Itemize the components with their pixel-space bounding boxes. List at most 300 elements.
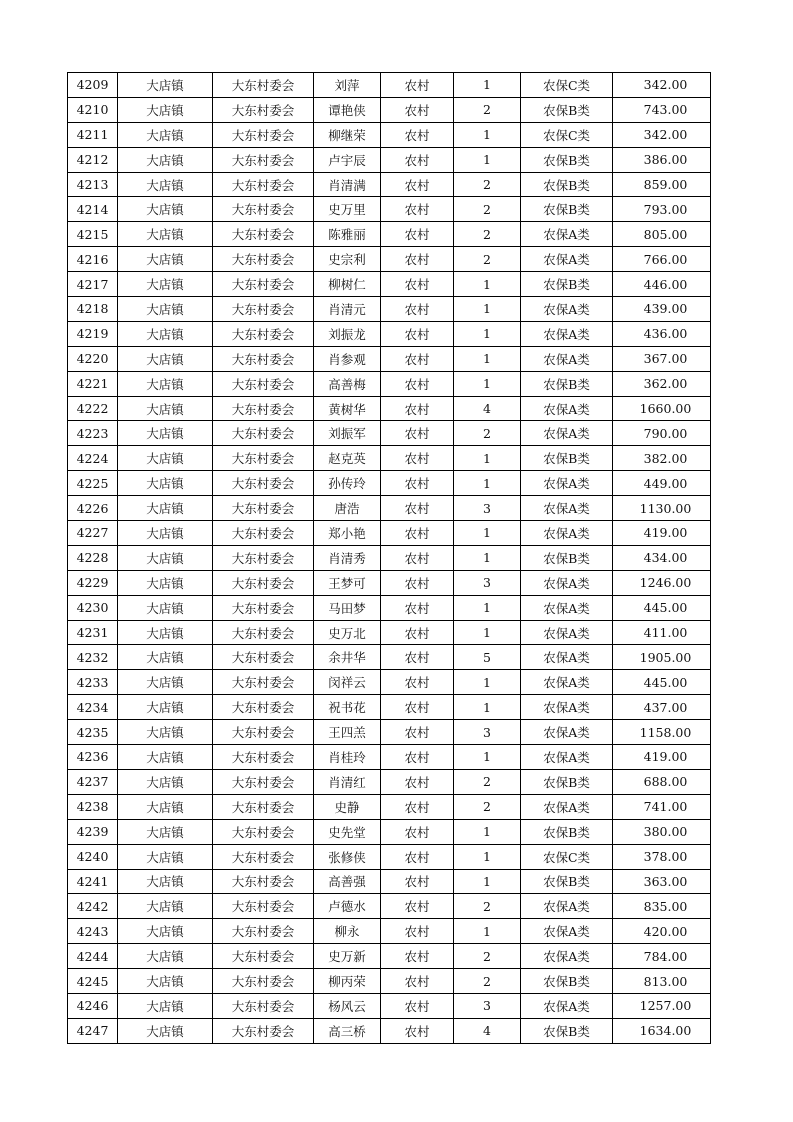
- committee-cell: 大东村委会: [213, 769, 314, 794]
- town-cell: 大店镇: [118, 595, 213, 620]
- committee-cell: 大东村委会: [213, 844, 314, 869]
- row-id-cell: 4240: [68, 844, 118, 869]
- name-cell: 高三桥: [314, 1018, 381, 1043]
- member-count-cell: 4: [454, 1018, 521, 1043]
- household-type-cell: 农村: [381, 346, 454, 371]
- row-id-cell: 4242: [68, 894, 118, 919]
- committee-cell: 大东村委会: [213, 421, 314, 446]
- town-cell: 大店镇: [118, 321, 213, 346]
- amount-cell: 793.00: [613, 197, 711, 222]
- table-row: [68, 272, 711, 297]
- name-cell: 唐浩: [314, 496, 381, 521]
- amount-cell: 342.00: [613, 73, 711, 98]
- household-type-cell: 农村: [381, 496, 454, 521]
- committee-cell: 大东村委会: [213, 595, 314, 620]
- town-cell: 大店镇: [118, 645, 213, 670]
- amount-cell: 1246.00: [613, 570, 711, 595]
- town-cell: 大店镇: [118, 769, 213, 794]
- row-id-cell: 4246: [68, 993, 118, 1018]
- row-id-cell: 4234: [68, 695, 118, 720]
- category-cell: 农保A类: [521, 620, 613, 645]
- committee-cell: 大东村委会: [213, 297, 314, 322]
- table-row: [68, 745, 711, 770]
- committee-cell: 大东村委会: [213, 545, 314, 570]
- amount-cell: 1660.00: [613, 396, 711, 421]
- row-id-cell: 4235: [68, 720, 118, 745]
- row-id-cell: 4241: [68, 869, 118, 894]
- committee-cell: 大东村委会: [213, 894, 314, 919]
- amount-cell: 439.00: [613, 297, 711, 322]
- name-cell: 杨风云: [314, 993, 381, 1018]
- member-count-cell: 1: [454, 670, 521, 695]
- household-type-cell: 农村: [381, 396, 454, 421]
- table-row: [68, 172, 711, 197]
- row-id-cell: 4228: [68, 545, 118, 570]
- table-row: [68, 844, 711, 869]
- category-cell: 农保A类: [521, 595, 613, 620]
- name-cell: 马田梦: [314, 595, 381, 620]
- town-cell: 大店镇: [118, 844, 213, 869]
- name-cell: 张修侠: [314, 844, 381, 869]
- name-cell: 史宗利: [314, 247, 381, 272]
- amount-cell: 382.00: [613, 446, 711, 471]
- row-id-cell: 4218: [68, 297, 118, 322]
- town-cell: 大店镇: [118, 794, 213, 819]
- table-row: [68, 1018, 711, 1043]
- row-id-cell: 4231: [68, 620, 118, 645]
- name-cell: 肖清秀: [314, 545, 381, 570]
- town-cell: 大店镇: [118, 545, 213, 570]
- committee-cell: 大东村委会: [213, 670, 314, 695]
- household-type-cell: 农村: [381, 844, 454, 869]
- committee-cell: 大东村委会: [213, 222, 314, 247]
- name-cell: 柳继荣: [314, 122, 381, 147]
- table-row: [68, 670, 711, 695]
- household-type-cell: 农村: [381, 247, 454, 272]
- name-cell: 郑小艳: [314, 521, 381, 546]
- member-count-cell: 1: [454, 620, 521, 645]
- name-cell: 肖参观: [314, 346, 381, 371]
- amount-cell: 342.00: [613, 122, 711, 147]
- amount-cell: 378.00: [613, 844, 711, 869]
- row-id-cell: 4214: [68, 197, 118, 222]
- household-type-cell: 农村: [381, 645, 454, 670]
- town-cell: 大店镇: [118, 695, 213, 720]
- row-id-cell: 4229: [68, 570, 118, 595]
- name-cell: 史万里: [314, 197, 381, 222]
- amount-cell: 437.00: [613, 695, 711, 720]
- member-count-cell: 1: [454, 321, 521, 346]
- row-id-cell: 4238: [68, 794, 118, 819]
- category-cell: 农保B类: [521, 769, 613, 794]
- row-id-cell: 4213: [68, 172, 118, 197]
- category-cell: 农保A类: [521, 247, 613, 272]
- category-cell: 农保A类: [521, 919, 613, 944]
- amount-cell: 1634.00: [613, 1018, 711, 1043]
- member-count-cell: 1: [454, 73, 521, 98]
- name-cell: 刘振军: [314, 421, 381, 446]
- row-id-cell: 4210: [68, 97, 118, 122]
- amount-cell: 363.00: [613, 869, 711, 894]
- table-row: [68, 371, 711, 396]
- committee-cell: 大东村委会: [213, 73, 314, 98]
- amount-cell: 380.00: [613, 819, 711, 844]
- table-row: [68, 496, 711, 521]
- category-cell: 农保A类: [521, 645, 613, 670]
- member-count-cell: 2: [454, 894, 521, 919]
- town-cell: 大店镇: [118, 446, 213, 471]
- member-count-cell: 1: [454, 297, 521, 322]
- member-count-cell: 2: [454, 421, 521, 446]
- committee-cell: 大东村委会: [213, 819, 314, 844]
- town-cell: 大店镇: [118, 396, 213, 421]
- committee-cell: 大东村委会: [213, 645, 314, 670]
- category-cell: 农保A类: [521, 894, 613, 919]
- town-cell: 大店镇: [118, 720, 213, 745]
- member-count-cell: 1: [454, 819, 521, 844]
- category-cell: 农保B类: [521, 969, 613, 994]
- table-row: [68, 222, 711, 247]
- category-cell: 农保B类: [521, 272, 613, 297]
- town-cell: 大店镇: [118, 222, 213, 247]
- row-id-cell: 4236: [68, 745, 118, 770]
- town-cell: 大店镇: [118, 521, 213, 546]
- amount-cell: 445.00: [613, 595, 711, 620]
- table-row: [68, 73, 711, 98]
- committee-cell: 大东村委会: [213, 745, 314, 770]
- row-id-cell: 4227: [68, 521, 118, 546]
- records-table: [67, 72, 711, 1044]
- committee-cell: 大东村委会: [213, 321, 314, 346]
- amount-cell: 835.00: [613, 894, 711, 919]
- member-count-cell: 1: [454, 471, 521, 496]
- member-count-cell: 2: [454, 97, 521, 122]
- committee-cell: 大东村委会: [213, 919, 314, 944]
- category-cell: 农保A类: [521, 346, 613, 371]
- member-count-cell: 3: [454, 720, 521, 745]
- committee-cell: 大东村委会: [213, 97, 314, 122]
- committee-cell: 大东村委会: [213, 969, 314, 994]
- member-count-cell: 1: [454, 272, 521, 297]
- name-cell: 史静: [314, 794, 381, 819]
- town-cell: 大店镇: [118, 97, 213, 122]
- town-cell: 大店镇: [118, 919, 213, 944]
- table-row: [68, 247, 711, 272]
- row-id-cell: 4221: [68, 371, 118, 396]
- table-row: [68, 122, 711, 147]
- member-count-cell: 2: [454, 969, 521, 994]
- town-cell: 大店镇: [118, 869, 213, 894]
- category-cell: 农保A类: [521, 471, 613, 496]
- amount-cell: 411.00: [613, 620, 711, 645]
- name-cell: 黄树华: [314, 396, 381, 421]
- committee-cell: 大东村委会: [213, 371, 314, 396]
- table-row: [68, 346, 711, 371]
- household-type-cell: 农村: [381, 944, 454, 969]
- row-id-cell: 4244: [68, 944, 118, 969]
- household-type-cell: 农村: [381, 993, 454, 1018]
- name-cell: 赵克英: [314, 446, 381, 471]
- category-cell: 农保A类: [521, 421, 613, 446]
- committee-cell: 大东村委会: [213, 794, 314, 819]
- household-type-cell: 农村: [381, 222, 454, 247]
- household-type-cell: 农村: [381, 73, 454, 98]
- town-cell: 大店镇: [118, 745, 213, 770]
- committee-cell: 大东村委会: [213, 272, 314, 297]
- member-count-cell: 1: [454, 346, 521, 371]
- amount-cell: 362.00: [613, 371, 711, 396]
- table-row: [68, 421, 711, 446]
- table-row: [68, 396, 711, 421]
- amount-cell: 434.00: [613, 545, 711, 570]
- table-row: [68, 521, 711, 546]
- category-cell: 农保A类: [521, 321, 613, 346]
- town-cell: 大店镇: [118, 247, 213, 272]
- name-cell: 柳丙荣: [314, 969, 381, 994]
- member-count-cell: 1: [454, 122, 521, 147]
- category-cell: 农保A类: [521, 993, 613, 1018]
- name-cell: 肖桂玲: [314, 745, 381, 770]
- household-type-cell: 农村: [381, 421, 454, 446]
- committee-cell: 大东村委会: [213, 122, 314, 147]
- member-count-cell: 1: [454, 545, 521, 570]
- name-cell: 王梦可: [314, 570, 381, 595]
- amount-cell: 446.00: [613, 272, 711, 297]
- category-cell: 农保B类: [521, 172, 613, 197]
- table-row: [68, 545, 711, 570]
- row-id-cell: 4247: [68, 1018, 118, 1043]
- category-cell: 农保B类: [521, 545, 613, 570]
- town-cell: 大店镇: [118, 819, 213, 844]
- town-cell: 大店镇: [118, 944, 213, 969]
- amount-cell: 1130.00: [613, 496, 711, 521]
- row-id-cell: 4243: [68, 919, 118, 944]
- category-cell: 农保C类: [521, 844, 613, 869]
- committee-cell: 大东村委会: [213, 446, 314, 471]
- member-count-cell: 1: [454, 595, 521, 620]
- amount-cell: 386.00: [613, 147, 711, 172]
- table-row: [68, 595, 711, 620]
- household-type-cell: 农村: [381, 97, 454, 122]
- category-cell: 农保B类: [521, 446, 613, 471]
- name-cell: 肖清满: [314, 172, 381, 197]
- amount-cell: 419.00: [613, 745, 711, 770]
- name-cell: 高善强: [314, 869, 381, 894]
- town-cell: 大店镇: [118, 570, 213, 595]
- amount-cell: 1257.00: [613, 993, 711, 1018]
- town-cell: 大店镇: [118, 122, 213, 147]
- amount-cell: 813.00: [613, 969, 711, 994]
- household-type-cell: 农村: [381, 197, 454, 222]
- household-type-cell: 农村: [381, 620, 454, 645]
- row-id-cell: 4230: [68, 595, 118, 620]
- amount-cell: 784.00: [613, 944, 711, 969]
- name-cell: 高善梅: [314, 371, 381, 396]
- category-cell: 农保B类: [521, 869, 613, 894]
- committee-cell: 大东村委会: [213, 396, 314, 421]
- household-type-cell: 农村: [381, 521, 454, 546]
- town-cell: 大店镇: [118, 670, 213, 695]
- name-cell: 柳树仁: [314, 272, 381, 297]
- member-count-cell: 1: [454, 869, 521, 894]
- member-count-cell: 1: [454, 147, 521, 172]
- household-type-cell: 农村: [381, 670, 454, 695]
- town-cell: 大店镇: [118, 496, 213, 521]
- committee-cell: 大东村委会: [213, 1018, 314, 1043]
- household-type-cell: 农村: [381, 595, 454, 620]
- category-cell: 农保A类: [521, 222, 613, 247]
- category-cell: 农保A类: [521, 396, 613, 421]
- name-cell: 陈雅丽: [314, 222, 381, 247]
- committee-cell: 大东村委会: [213, 944, 314, 969]
- row-id-cell: 4220: [68, 346, 118, 371]
- town-cell: 大店镇: [118, 969, 213, 994]
- household-type-cell: 农村: [381, 446, 454, 471]
- table-row: [68, 993, 711, 1018]
- row-id-cell: 4223: [68, 421, 118, 446]
- name-cell: 刘萍: [314, 73, 381, 98]
- row-id-cell: 4219: [68, 321, 118, 346]
- amount-cell: 741.00: [613, 794, 711, 819]
- town-cell: 大店镇: [118, 172, 213, 197]
- member-count-cell: 1: [454, 844, 521, 869]
- category-cell: 农保A类: [521, 670, 613, 695]
- amount-cell: 367.00: [613, 346, 711, 371]
- name-cell: 卢德水: [314, 894, 381, 919]
- member-count-cell: 5: [454, 645, 521, 670]
- household-type-cell: 农村: [381, 794, 454, 819]
- town-cell: 大店镇: [118, 197, 213, 222]
- member-count-cell: 2: [454, 172, 521, 197]
- name-cell: 史万北: [314, 620, 381, 645]
- household-type-cell: 农村: [381, 969, 454, 994]
- category-cell: 农保B类: [521, 97, 613, 122]
- amount-cell: 419.00: [613, 521, 711, 546]
- row-id-cell: 4237: [68, 769, 118, 794]
- table-row: [68, 645, 711, 670]
- row-id-cell: 4233: [68, 670, 118, 695]
- member-count-cell: 4: [454, 396, 521, 421]
- row-id-cell: 4222: [68, 396, 118, 421]
- name-cell: 谭艳侠: [314, 97, 381, 122]
- row-id-cell: 4232: [68, 645, 118, 670]
- town-cell: 大店镇: [118, 993, 213, 1018]
- name-cell: 刘振龙: [314, 321, 381, 346]
- member-count-cell: 2: [454, 944, 521, 969]
- town-cell: 大店镇: [118, 272, 213, 297]
- committee-cell: 大东村委会: [213, 869, 314, 894]
- category-cell: 农保A类: [521, 521, 613, 546]
- town-cell: 大店镇: [118, 421, 213, 446]
- table-row: [68, 147, 711, 172]
- town-cell: 大店镇: [118, 147, 213, 172]
- amount-cell: 766.00: [613, 247, 711, 272]
- name-cell: 史先堂: [314, 819, 381, 844]
- table-row: [68, 321, 711, 346]
- amount-cell: 449.00: [613, 471, 711, 496]
- table-row: [68, 919, 711, 944]
- amount-cell: 743.00: [613, 97, 711, 122]
- table-row: [68, 769, 711, 794]
- committee-cell: 大东村委会: [213, 521, 314, 546]
- household-type-cell: 农村: [381, 720, 454, 745]
- committee-cell: 大东村委会: [213, 247, 314, 272]
- committee-cell: 大东村委会: [213, 147, 314, 172]
- town-cell: 大店镇: [118, 73, 213, 98]
- category-cell: 农保C类: [521, 73, 613, 98]
- category-cell: 农保A类: [521, 570, 613, 595]
- name-cell: 孙传玲: [314, 471, 381, 496]
- member-count-cell: 1: [454, 695, 521, 720]
- household-type-cell: 农村: [381, 371, 454, 396]
- table-row: [68, 969, 711, 994]
- town-cell: 大店镇: [118, 894, 213, 919]
- committee-cell: 大东村委会: [213, 346, 314, 371]
- town-cell: 大店镇: [118, 620, 213, 645]
- category-cell: 农保A类: [521, 496, 613, 521]
- member-count-cell: 3: [454, 496, 521, 521]
- name-cell: 王四羔: [314, 720, 381, 745]
- household-type-cell: 农村: [381, 321, 454, 346]
- category-cell: 农保B类: [521, 371, 613, 396]
- table-row: [68, 869, 711, 894]
- household-type-cell: 农村: [381, 869, 454, 894]
- category-cell: 农保B类: [521, 197, 613, 222]
- category-cell: 农保A类: [521, 695, 613, 720]
- table-row: [68, 819, 711, 844]
- category-cell: 农保A类: [521, 297, 613, 322]
- category-cell: 农保A类: [521, 944, 613, 969]
- table-row: [68, 620, 711, 645]
- household-type-cell: 农村: [381, 570, 454, 595]
- household-type-cell: 农村: [381, 471, 454, 496]
- category-cell: 农保A类: [521, 720, 613, 745]
- member-count-cell: 2: [454, 222, 521, 247]
- table-row: [68, 446, 711, 471]
- row-id-cell: 4245: [68, 969, 118, 994]
- member-count-cell: 2: [454, 794, 521, 819]
- member-count-cell: 1: [454, 371, 521, 396]
- category-cell: 农保B类: [521, 147, 613, 172]
- household-type-cell: 农村: [381, 545, 454, 570]
- row-id-cell: 4211: [68, 122, 118, 147]
- member-count-cell: 1: [454, 446, 521, 471]
- committee-cell: 大东村委会: [213, 471, 314, 496]
- household-type-cell: 农村: [381, 172, 454, 197]
- table-body: [68, 73, 711, 1044]
- household-type-cell: 农村: [381, 769, 454, 794]
- household-type-cell: 农村: [381, 745, 454, 770]
- amount-cell: 436.00: [613, 321, 711, 346]
- table-row: [68, 944, 711, 969]
- row-id-cell: 4225: [68, 471, 118, 496]
- table-row: [68, 570, 711, 595]
- table-row: [68, 297, 711, 322]
- household-type-cell: 农村: [381, 1018, 454, 1043]
- member-count-cell: 3: [454, 993, 521, 1018]
- table-row: [68, 894, 711, 919]
- name-cell: 卢宇辰: [314, 147, 381, 172]
- amount-cell: 688.00: [613, 769, 711, 794]
- name-cell: 柳永: [314, 919, 381, 944]
- town-cell: 大店镇: [118, 371, 213, 396]
- household-type-cell: 农村: [381, 122, 454, 147]
- amount-cell: 1905.00: [613, 645, 711, 670]
- name-cell: 祝书花: [314, 695, 381, 720]
- table-row: [68, 695, 711, 720]
- household-type-cell: 农村: [381, 819, 454, 844]
- member-count-cell: 2: [454, 247, 521, 272]
